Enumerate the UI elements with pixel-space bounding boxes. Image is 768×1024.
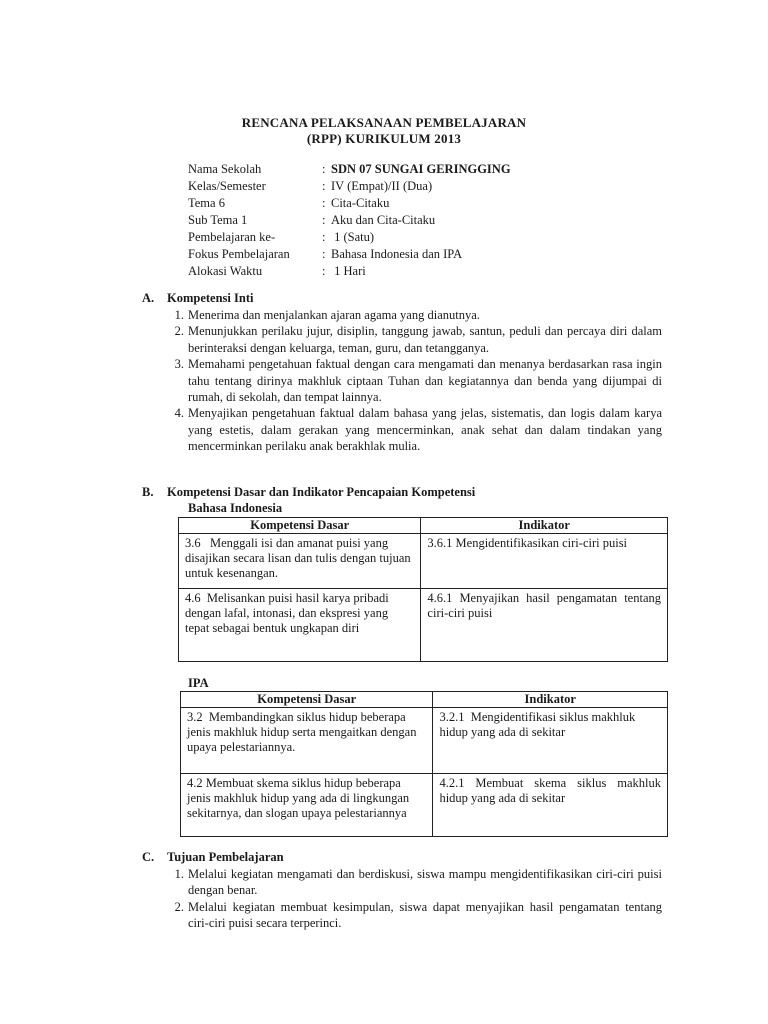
document-title-line2: (RPP) KURIKULUM 2013	[306, 131, 462, 146]
identity-colon: :	[322, 213, 326, 227]
kompetensi-inti-list	[164, 307, 662, 455]
table-cell-indikator: 4.6.1 Menyajikan hasil pengamatan tentang ciri-ciri puisi	[421, 589, 668, 662]
identity-label: Tema 6	[188, 196, 225, 210]
identity-row	[188, 263, 628, 280]
identity-row	[188, 161, 628, 178]
list-text: Menunjukkan perilaku jujur, disiplin, tanggung jawab, santun, peduli dan percaya diri dalam berinteraksi dengan keluarga, teman, guru, dan tetangganya.	[188, 324, 662, 355]
identity-label: Alokasi Waktu	[188, 264, 263, 278]
section-b-heading	[142, 485, 475, 500]
identity-label: Sub Tema 1	[188, 213, 248, 227]
table-cell-indikator: 4.2.1 Membuat skema siklus makhluk hidup yang ada di sekitar	[433, 774, 668, 837]
list-item	[164, 307, 662, 323]
identity-value: Aku dan Cita-Citaku	[331, 213, 436, 227]
section-title: Kompetensi Inti	[167, 291, 254, 305]
table-row	[181, 774, 668, 837]
column-header: Indikator	[433, 692, 668, 708]
column-header: Kompetensi Dasar	[181, 692, 433, 708]
column-header: Indikator	[421, 518, 668, 534]
list-text: Memahami pengetahuan faktual dengan cara mengamati dan menanya berdasarkan rasa ingin tahu tentang dirinya makhluk ciptaan Tuhan dan kegiatannya dan benda yang dijumpai di rumah, di sekolah, dan tempat lainnya.	[188, 357, 662, 405]
identity-colon: :	[322, 179, 326, 193]
list-number: 1.	[174, 867, 184, 881]
identity-block	[188, 161, 628, 280]
identity-value: IV (Empat)/II (Dua)	[331, 179, 433, 193]
identity-colon: :	[322, 196, 326, 210]
identity-colon: :	[322, 264, 326, 278]
table-header-row	[181, 692, 668, 708]
identity-value: 1 (Satu)	[331, 230, 375, 244]
identity-value: SDN 07 SUNGAI GERINGGING	[331, 162, 511, 176]
list-item	[164, 323, 662, 356]
ipa-subtitle: IPA	[188, 676, 209, 690]
list-text: Melalui kegiatan mengamati dan berdiskusi, siswa mampu mengidentifikasikan ciri-ciri puisi dengan benar.	[188, 867, 662, 898]
list-number: 2.	[174, 324, 184, 339]
section-title: Tujuan Pembelajaran	[167, 850, 284, 864]
table-cell-kd: 3.2 Membandingkan siklus hidup beberapa jenis makhluk hidup serta mengaitkan dengan upaya pelestariannya.	[181, 708, 433, 774]
list-item	[164, 866, 662, 899]
identity-row	[188, 229, 628, 246]
identity-colon: :	[322, 230, 326, 244]
identity-label: Kelas/Semester	[188, 179, 266, 193]
table-header-row	[179, 518, 668, 534]
list-number: 3.	[174, 357, 184, 372]
identity-label: Nama Sekolah	[188, 162, 262, 176]
list-item	[164, 405, 662, 454]
list-number: 4.	[174, 406, 184, 421]
list-text: Menerima dan menjalankan ajaran agama yang dianutnya.	[188, 308, 480, 322]
table-row	[179, 589, 668, 662]
identity-value: 1 Hari	[331, 264, 366, 278]
list-number: 1.	[174, 308, 184, 322]
section-letter: A.	[142, 291, 155, 305]
identity-value: Cita-Citaku	[331, 196, 390, 210]
section-letter: B.	[142, 485, 154, 499]
section-c-heading	[142, 850, 284, 865]
table-cell-kd: 4.6 Melisankan puisi hasil karya pribadi dengan lafal, intonasi, dan ekspresi yang tepat sebagai bentuk ungkapan diri	[179, 589, 421, 662]
table-cell-indikator: 3.6.1 Mengidentifikasikan ciri-ciri puisi	[421, 534, 668, 589]
list-number: 2.	[174, 899, 184, 914]
list-item	[164, 899, 662, 932]
section-letter: C.	[142, 850, 155, 864]
list-text: Menyajikan pengetahuan faktual dalam bahasa yang jelas, sistematis, dan logis dalam karya yang estetis, dalam gerakan yang mencerminkan, anak sehat dan dalam tindakan yang mencerminkan perilaku anak berakhlak mulia.	[188, 406, 662, 454]
identity-row	[188, 246, 628, 263]
identity-label: Pembelajaran ke-	[188, 230, 276, 244]
identity-colon: :	[322, 162, 326, 176]
section-a-heading	[142, 291, 253, 306]
table-cell-kd: 3.6 Menggali isi dan amanat puisi yang disajikan secara lisan dan tulis dengan tujuan untuk kesenangan.	[179, 534, 421, 589]
bahasa-indonesia-subtitle: Bahasa Indonesia	[188, 501, 283, 515]
identity-colon: :	[322, 247, 326, 261]
column-header: Kompetensi Dasar	[179, 518, 421, 534]
table-row	[181, 708, 668, 774]
table-cell-kd: 4.2 Membuat skema siklus hidup beberapa jenis makhluk hidup yang ada di lingkungan sekitarnya, dan slogan upaya pelestariannya	[181, 774, 433, 837]
list-item	[164, 356, 662, 405]
list-text: Melalui kegiatan membuat kesimpulan, siswa dapat menyajikan hasil pengamatan tentang ciri-ciri puisi secara terperinci.	[188, 899, 662, 931]
bahasa-indonesia-table	[178, 517, 668, 662]
table-row	[179, 534, 668, 589]
document-title-line1: RENCANA PELAKSANAAN PEMBELAJARAN	[241, 115, 527, 130]
section-title: Kompetensi Dasar dan Indikator Pencapaian Kompetensi	[167, 485, 476, 499]
tujuan-list	[164, 866, 662, 932]
identity-row	[188, 212, 628, 229]
identity-row	[188, 178, 628, 195]
table-cell-indikator: 3.2.1 Mengidentifikasi siklus makhluk hidup yang ada di sekitar	[433, 708, 668, 774]
identity-label: Fokus Pembelajaran	[188, 247, 290, 261]
identity-value: Bahasa Indonesia dan IPA	[331, 247, 463, 261]
identity-row	[188, 195, 628, 212]
ipa-table	[180, 691, 668, 837]
